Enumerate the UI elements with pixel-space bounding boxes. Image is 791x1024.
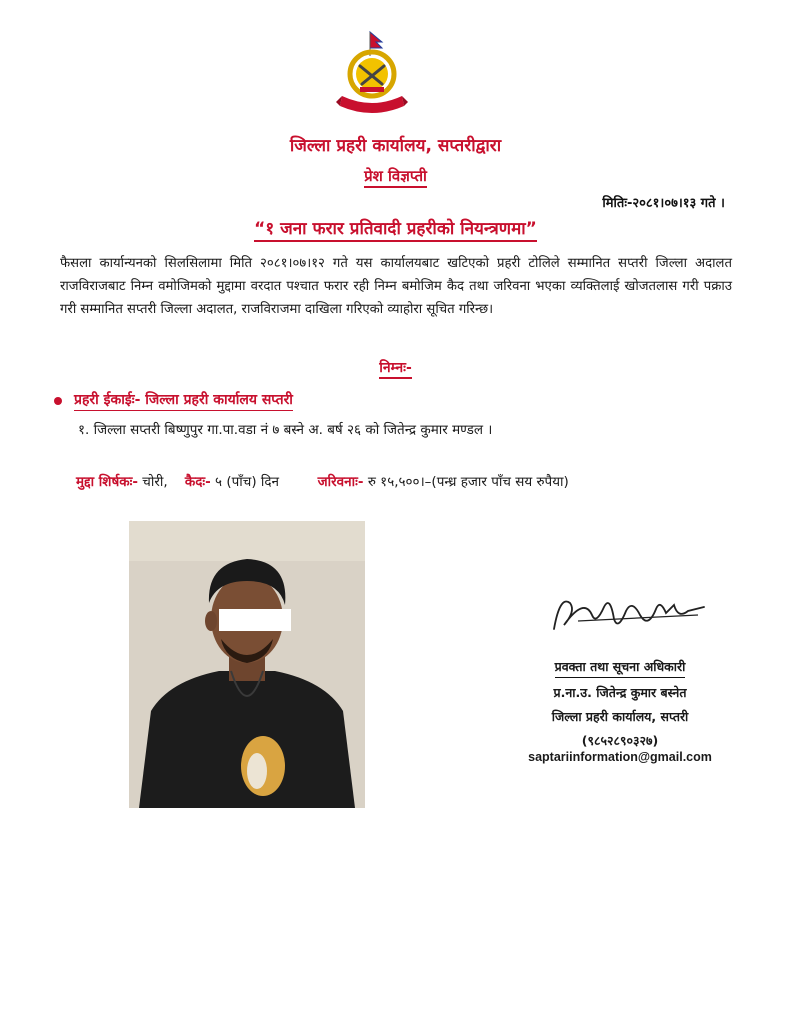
press-release-label: प्रेश विज्ञप्ती: [364, 167, 427, 188]
office-title: जिल्ला प्रहरी कार्यालय, सप्तरीद्वारा: [289, 136, 502, 156]
signatory-title: प्रवक्ता तथा सूचना अधिकारी: [555, 657, 686, 678]
section-heading: [0, 358, 791, 377]
signatory-email: saptariinformation@gmail.com: [528, 750, 712, 764]
jail-value: ५ (पाँच) दिन: [215, 474, 280, 490]
fine-label: जरिवनाः-: [317, 474, 364, 490]
arrested-person-photo: [129, 521, 365, 808]
headline-text: “१ जना फरार प्रतिवादी प्रहरीको नियन्त्रणमा”: [254, 219, 537, 242]
police-unit-label: प्रहरी ईकाईः- जिल्ला प्रहरी कार्यालय सप्तरी: [74, 390, 293, 411]
signatory-phone: (९८५२८९०३२७): [581, 733, 659, 748]
fine-value: रु १५,५००।–(पन्ध्र हजार पाँच सय रुपैया): [367, 474, 569, 490]
handwritten-signature-icon: [548, 585, 708, 641]
body-paragraph: फैसला कार्यान्यनको सिलसिलामा मिति २०८१।०७।१२ गते यस कार्यालयबाट खटिएको प्रहरी टोलिले सम्मानित सप्तरी जिल्ला अदालत राजविराजबाट निम्न वमोजिमको मुद्दामा वरदात पश्चात फरार रही निम्न बमोजिम कैद तथा जरिवना भएका व्यक्तिलाई खोजतलास गरी पक्राउ गरी सम्मानित सप्तरी जिल्ला अदालत, राजविराजमा दाखिला गरिएको व्याहोरा सूचित गरिन्छ।: [60, 256, 732, 317]
case-details: [76, 472, 569, 490]
signatory-office: जिल्ला प्रहरी कार्यालय, सप्तरी: [551, 709, 689, 724]
arrested-person-details: १. जिल्ला सप्तरी बिष्णुपुर गा.पा.वडा नं ७ बस्ने अ. बर्ष २६ को जितेन्द्र कुमार मण्डल ।: [78, 422, 493, 438]
press-release-heading: [0, 166, 791, 186]
case-title-value: चोरी,: [142, 474, 168, 490]
jail-label: कैदः-: [184, 474, 211, 490]
headline: [0, 216, 791, 239]
police-unit-line: [54, 390, 293, 411]
nepal-police-emblem-icon: [332, 30, 412, 120]
signatory-name: प्र.ना.उ. जितेन्द्र कुमार बस्नेत: [553, 685, 687, 700]
signatory-block: [500, 655, 740, 753]
bullet-icon: [54, 397, 62, 405]
section-heading-text: निम्नः-: [379, 360, 412, 379]
release-date: मितिः-२०८१।०७।१३ गते ।: [602, 196, 725, 211]
case-title-label: मुद्दा शिर्षकः-: [76, 474, 138, 490]
